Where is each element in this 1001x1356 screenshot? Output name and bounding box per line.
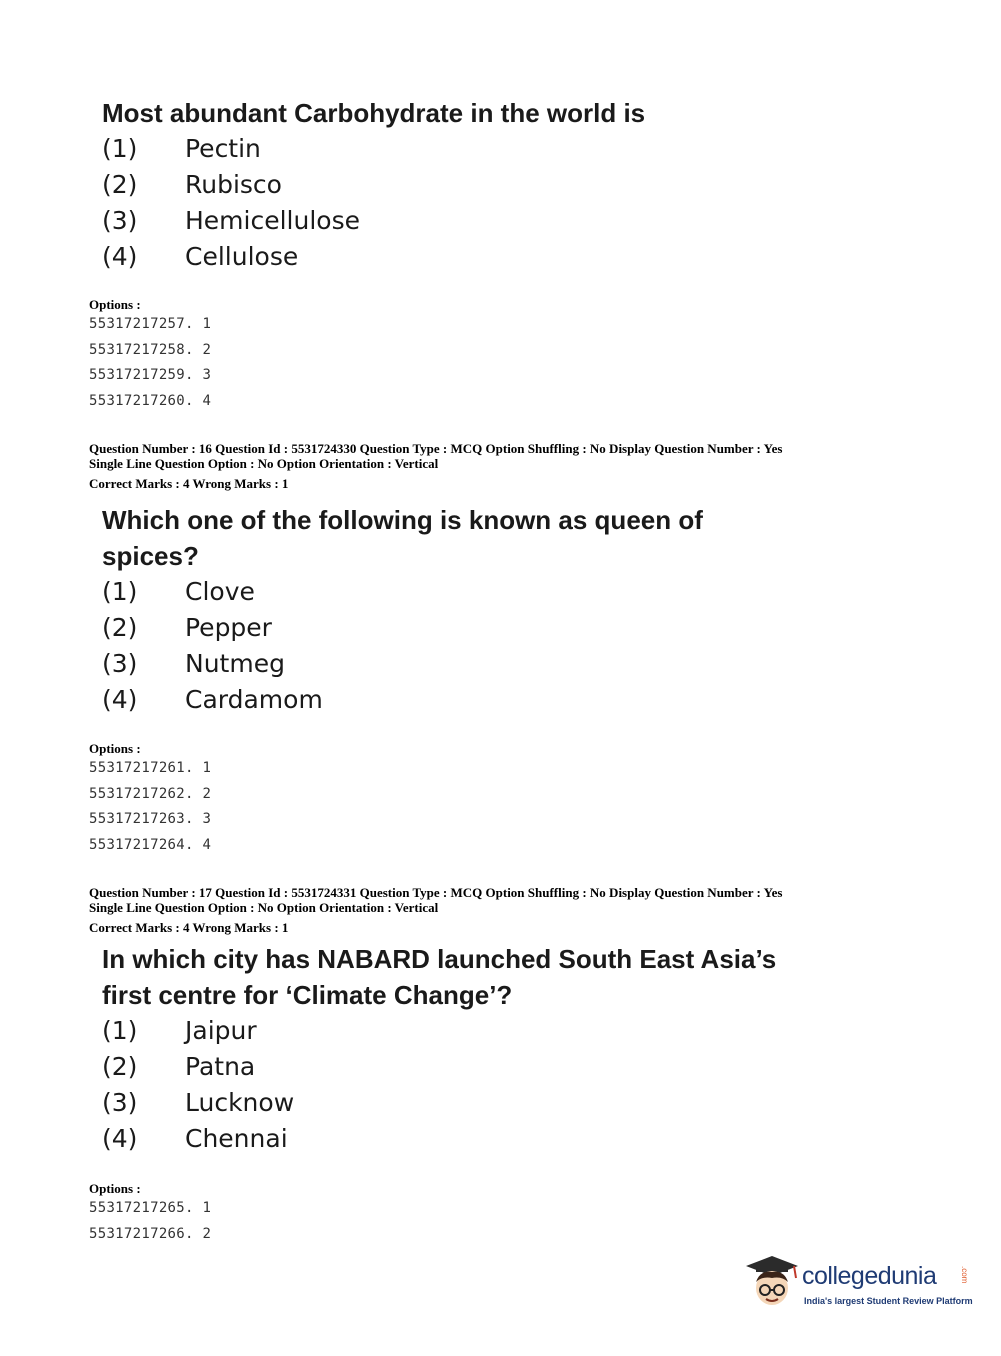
option-code: 55317217265. 1 (89, 1200, 212, 1216)
option-code: 55317217260. 4 (89, 393, 212, 409)
question-17 (102, 941, 832, 1157)
option-3: (3) Lucknow (102, 1088, 295, 1117)
collegedunia-logo (742, 1252, 972, 1312)
option-1: (1) Clove (102, 577, 255, 606)
question-15 (102, 95, 862, 275)
question-meta: Question Number : 17 Question Id : 5531724331 Question Type : MCQ Option Shuffling : No Display Question Number : Yes Single Line Question Option : No Option Orientation : Vertical Correct Marks : 4 Wrong Marks : 1 (89, 885, 783, 935)
option-2: (2) Patna (102, 1052, 256, 1081)
question-title: In which city has NABARD launched South East Asia’s first centre for ‘Climate Change’? (102, 944, 777, 1010)
option-1: (1) Pectin (102, 134, 261, 163)
option-code: 55317217266. 2 (89, 1226, 212, 1242)
option-code: 55317217259. 3 (89, 367, 212, 383)
logo-suffix: .com (960, 1266, 969, 1284)
option-3: (3) Hemicellulose (102, 206, 360, 235)
logo-wordmark: collegedunia (802, 1262, 937, 1290)
options-label: Options : (89, 1181, 141, 1196)
question-16 (102, 502, 752, 718)
option-4: (4) Cellulose (102, 242, 299, 271)
option-code: 55317217258. 2 (89, 342, 212, 358)
options-label: Options : (89, 741, 141, 756)
option-code: 55317217261. 1 (89, 760, 212, 776)
option-code: 55317217263. 3 (89, 811, 212, 827)
option-2: (2) Rubisco (102, 170, 282, 199)
question-title: Most abundant Carbohydrate in the world is (102, 98, 646, 128)
question-meta: Question Number : 16 Question Id : 5531724330 Question Type : MCQ Option Shuffling : No Display Question Number : Yes Single Line Question Option : No Option Orientation : Vertical Correct Marks : 4 Wrong Marks : 1 (89, 441, 783, 491)
logo-tagline: India's largest Student Review Platform (804, 1296, 973, 1306)
question-title: Which one of the following is known as queen of spices? (102, 505, 703, 571)
option-3: (3) Nutmeg (102, 649, 285, 678)
mascot-icon (742, 1252, 802, 1312)
option-code: 55317217257. 1 (89, 316, 212, 332)
options-label: Options : (89, 297, 141, 312)
option-2: (2) Pepper (102, 613, 272, 642)
option-code: 55317217262. 2 (89, 786, 212, 802)
option-code: 55317217264. 4 (89, 837, 212, 853)
option-4: (4) Cardamom (102, 685, 323, 714)
option-1: (1) Jaipur (102, 1016, 257, 1045)
option-4: (4) Chennai (102, 1124, 288, 1153)
